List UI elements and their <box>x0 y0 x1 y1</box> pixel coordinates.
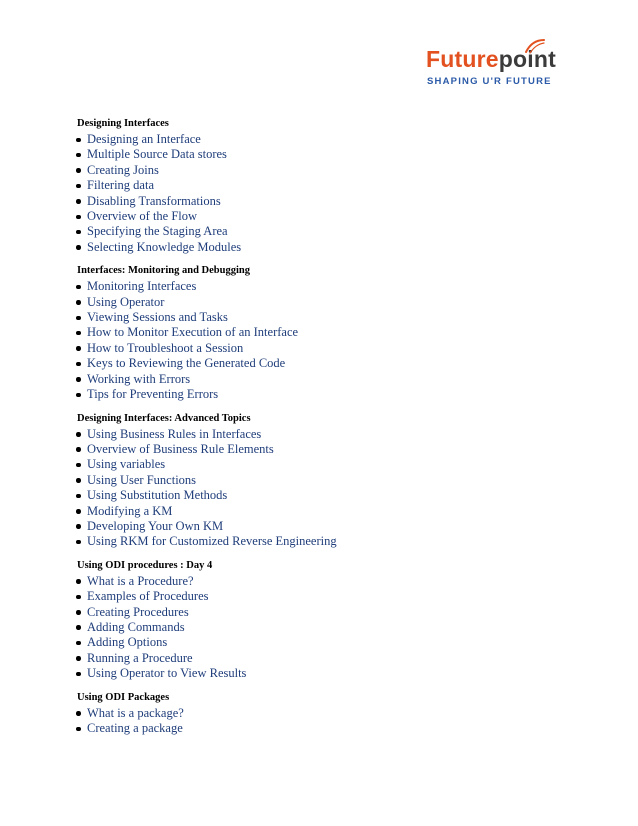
list-item <box>77 224 597 239</box>
bullet-icon <box>76 641 81 646</box>
section-title: Designing Interfaces: Advanced Topics <box>77 412 251 424</box>
bullet-icon <box>76 524 81 529</box>
list-item <box>77 589 597 604</box>
bullet-icon <box>76 300 81 305</box>
bullet-icon <box>76 672 81 677</box>
bullet-icon <box>76 494 81 499</box>
list-item-text: Creating Procedures <box>87 604 189 619</box>
logo-word-future: Future <box>426 46 499 72</box>
list-item-text: Working with Errors <box>87 371 191 386</box>
list-item-text: Adding Commands <box>87 619 185 634</box>
list-item <box>77 132 597 147</box>
bullet-icon <box>76 478 81 483</box>
bullet-icon <box>76 184 81 189</box>
list-item-text: Using variables <box>87 457 166 472</box>
list-item <box>77 147 597 162</box>
list-item-text: Using Business Rules in Interfaces <box>87 426 262 441</box>
bullet-icon <box>76 199 81 204</box>
list-item-text: Overview of Business Rule Elements <box>87 441 274 456</box>
list-item-text: Using Substitution Methods <box>87 488 228 503</box>
bullet-icon <box>76 509 81 514</box>
bullet-icon <box>76 230 81 235</box>
list-item <box>77 194 597 209</box>
bullet-icon <box>76 285 81 290</box>
section <box>77 559 597 682</box>
bullet-icon <box>76 432 81 437</box>
list-item-text: How to Monitor Execution of an Interface <box>87 325 299 340</box>
list-item-text: Keys to Reviewing the Generated Code <box>87 356 286 371</box>
list-item-text: What is a package? <box>87 705 184 720</box>
bullet-icon <box>76 656 81 661</box>
list-item <box>77 457 597 472</box>
bullet-list <box>77 279 597 402</box>
list-item <box>77 178 597 193</box>
bullet-icon <box>76 540 81 545</box>
list-item <box>77 620 597 635</box>
list-item-text: Designing an Interface <box>87 132 201 146</box>
list-item <box>77 442 597 457</box>
list-item-text: Disabling Transformations <box>87 193 221 208</box>
list-item <box>77 504 597 519</box>
bullet-icon <box>76 595 81 600</box>
list-item-text: Using RKM for Customized Reverse Engineering <box>87 534 337 549</box>
list-item <box>77 279 597 294</box>
list-item <box>77 387 597 402</box>
list-item-text: Creating a package <box>87 721 183 735</box>
section <box>77 691 597 737</box>
section-title: Using ODI Packages <box>77 691 170 703</box>
list-item-text: Filtering data <box>87 178 154 193</box>
list-item <box>77 295 597 310</box>
bullet-icon <box>76 711 81 716</box>
logo-swoosh-icon <box>524 38 546 54</box>
section-title: Using ODI procedures : Day 4 <box>77 559 213 571</box>
bullet-list <box>77 706 597 737</box>
bullet-icon <box>76 447 81 452</box>
bullet-icon <box>76 377 81 382</box>
section <box>77 264 597 402</box>
section <box>77 412 597 550</box>
section-title: Designing Interfaces <box>77 118 169 129</box>
list-item <box>77 651 597 666</box>
list-item <box>77 427 597 442</box>
list-item <box>77 534 597 549</box>
section-title: Interfaces: Monitoring and Debugging <box>77 265 250 277</box>
list-item <box>77 341 597 356</box>
bullet-icon <box>76 579 81 584</box>
bullet-icon <box>76 362 81 367</box>
bullet-icon <box>76 393 81 398</box>
list-item-text: Selecting Knowledge Modules <box>87 239 242 254</box>
list-item <box>77 356 597 371</box>
list-item-text: Viewing Sessions and Tasks <box>87 310 228 325</box>
list-item-text: Developing Your Own KM <box>87 518 224 533</box>
logo-tagline: SHAPING U'R FUTURE <box>427 76 552 87</box>
bullet-icon <box>76 215 81 220</box>
bullet-icon <box>76 245 81 250</box>
list-item-text: Monitoring Interfaces <box>87 279 197 294</box>
list-item <box>77 488 597 503</box>
list-item-text: Specifying the Staging Area <box>87 224 228 239</box>
list-item-text: Using User Functions <box>87 472 197 487</box>
list-item-text: Creating Joins <box>87 162 159 177</box>
list-item-text: Running a Procedure <box>87 650 193 665</box>
logo-word-point: point <box>498 46 556 72</box>
list-item <box>77 519 597 534</box>
list-item <box>77 163 597 178</box>
list-item <box>77 372 597 387</box>
bullet-icon <box>76 316 81 321</box>
list-item <box>77 240 597 255</box>
list-item-text: Using Operator to View Results <box>87 666 247 681</box>
bullet-icon <box>76 610 81 615</box>
list-item <box>77 473 597 488</box>
list-item-text: How to Troubleshoot a Session <box>87 340 244 355</box>
list-item-text: Multiple Source Data stores <box>87 147 227 162</box>
list-item-text: Modifying a KM <box>87 503 173 518</box>
bullet-icon <box>76 138 81 143</box>
bullet-icon <box>76 331 81 336</box>
list-item <box>77 310 597 325</box>
list-item <box>77 635 597 650</box>
list-item <box>77 325 597 340</box>
section <box>77 117 597 255</box>
bullet-icon <box>76 727 81 732</box>
bullet-icon <box>76 625 81 630</box>
list-item-text: Using Operator <box>87 294 165 309</box>
futurepoint-logo <box>424 36 559 92</box>
list-item <box>77 666 597 681</box>
bullet-icon <box>76 346 81 351</box>
list-item-text: What is a Procedure? <box>87 573 194 588</box>
list-item-text: Adding Options <box>87 635 168 650</box>
list-item <box>77 574 597 589</box>
bullet-icon <box>76 168 81 173</box>
list-item <box>77 209 597 224</box>
document-content <box>77 117 597 745</box>
list-item <box>77 721 597 736</box>
bullet-list <box>77 574 597 682</box>
list-item-text: Examples of Procedures <box>87 589 209 604</box>
list-item-text: Tips for Preventing Errors <box>87 387 219 402</box>
list-item-text: Overview of the Flow <box>87 209 198 224</box>
bullet-list <box>77 132 597 255</box>
list-item <box>77 605 597 620</box>
bullet-icon <box>76 463 81 468</box>
list-item <box>77 706 597 721</box>
bullet-list <box>77 427 597 550</box>
bullet-icon <box>76 153 81 158</box>
